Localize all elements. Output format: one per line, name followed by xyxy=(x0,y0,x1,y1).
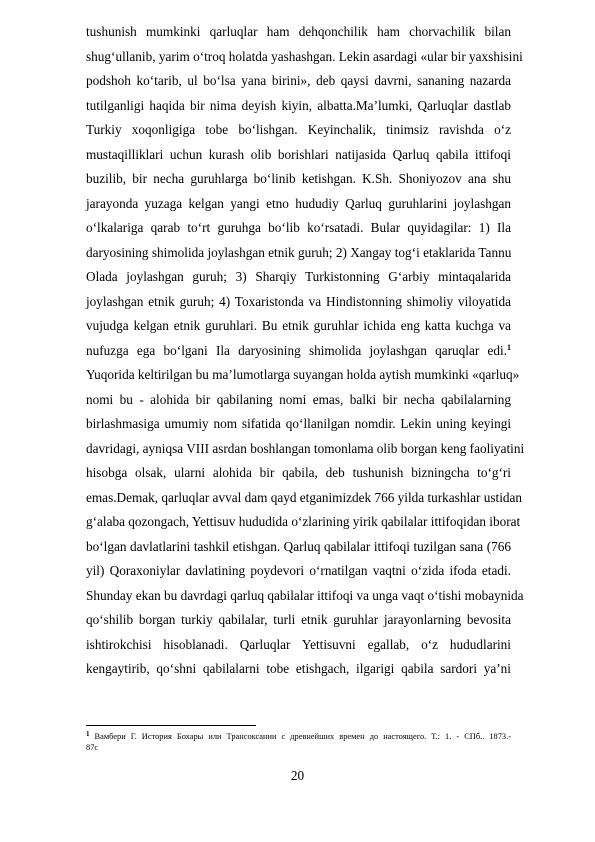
body-line-text: shug‘ullanib, yarim o‘troq holatda yashashgan. Lekin asardagi «ular bir yaxshisini xyxy=(86,48,523,64)
body-line-text: o‘lkalariga qarab to‘rt guruhga bo‘lib ko‘rsatadi. Bular quyidagilar: 1) Ila xyxy=(86,220,511,235)
body-line-text: buzilib, bir necha guruhlarga bo‘linib ketishgan. K.Sh. Shoniyozov ana shu xyxy=(86,171,511,186)
body-line-text: bo‘lgan davlatlarini tashkil etishgan. Qarluq qabilalar ittifoqi tuzilgan sana (766 xyxy=(86,538,511,554)
footnote-line-2: 87с xyxy=(86,743,99,752)
body-line xyxy=(86,661,511,676)
body-line-text: mustaqilliklari uchun kurash olib borishlari natijasida Qarluq qabila ittifoqi xyxy=(86,146,511,162)
body-line xyxy=(86,489,523,505)
body-line xyxy=(86,367,520,382)
body-line-text: jarayonda yuzaga kelgan yangi etno hududiy Qarluq guruhlarini joylashgan xyxy=(86,195,511,211)
body-line-text: nufuzga ega bo‘lgani Ila daryosining shimolida joylashgan qaruqlar edi. xyxy=(86,342,507,358)
body-line xyxy=(86,196,511,211)
footnote-marker: 1 xyxy=(86,730,90,738)
body-line xyxy=(86,514,521,529)
body-line-text: nomi bu - alohida bir qabilaning nomi emas, balki bir necha qabilalarning xyxy=(86,391,511,407)
body-line-text: yil) Qoraxoniylar davlatining poydevori o‘rnatilgan vaqtni o‘zida ifoda etadi. xyxy=(86,563,511,578)
body-line xyxy=(86,416,511,431)
body-line-text: tushunish mumkinki qarluqlar ham dehqonchilik ham chorvachilik bilan xyxy=(86,24,511,39)
body-line xyxy=(86,171,511,186)
body-line xyxy=(86,98,511,113)
body-line xyxy=(86,147,511,162)
body-line xyxy=(86,245,511,260)
body-line-text: Olada joylashgan guruh; 3) Sharqiy Turkistonning G‘arbiy mintaqalarida xyxy=(86,269,511,284)
body-line xyxy=(86,122,511,137)
body-line xyxy=(86,539,511,554)
body-line xyxy=(86,220,511,235)
body-line-text: daryosining shimolida joylashgan etnik guruh; 2) Xangay tog‘i etaklarida Tannu xyxy=(86,244,512,260)
body-line-text: g‘alaba qozongach, Yettisuv hududida o‘zlarining yirik qabilalar ittifoqidan iborat xyxy=(86,514,521,529)
body-line xyxy=(86,294,511,309)
body-line-text: qo‘shilib borgan turkiy qabilalar, turli etnik guruhlar jarayonlarning bevosita xyxy=(86,612,511,627)
body-line-text: tutilganligi haqida bir nima deyish kiyin, albatta.Ma’lumki, Qarluqlar dastlab xyxy=(86,97,511,113)
body-line xyxy=(86,612,511,627)
body-line xyxy=(86,465,511,480)
body-line-text: davridagi, ayniqsa VIII asrdan boshlangan tomonlama olib borgan keng faoliyatini xyxy=(86,440,525,456)
body-line xyxy=(86,269,511,284)
body-line-text: emas.Demak, qarluqlar avval dam qayd etganimizdek 766 yilda turkashlar ustidan xyxy=(86,489,523,505)
body-line xyxy=(86,440,525,456)
body-line-text: hisobga olsak, ularni alohida bir qabila, deb tushunish bizningcha to‘g‘ri xyxy=(86,465,511,480)
footnote-line-1 xyxy=(86,731,511,742)
body-line xyxy=(86,392,511,407)
body-line-text: birlashmasiga umumiy nom sifatida qo‘llanilgan nomdir. Lekin uning keyingi xyxy=(86,416,511,431)
body-line-text: vujudga kelgan etnik guruhlari. Bu etnik guruhlar ichida eng katta kuchga va xyxy=(86,318,511,333)
body-line-text: Shunday ekan bu davrdagi qarluq qabilalar ittifoqi va unga vaqt o‘tishi mobaynida xyxy=(86,587,524,603)
body-line-text: Turkiy xoqonligiga tobe bo‘lishgan. Keyinchalik, tinimsiz ravishda o‘z xyxy=(86,122,511,137)
page-number: 20 xyxy=(290,768,305,783)
body-line xyxy=(86,318,511,333)
body-line xyxy=(86,563,511,578)
footnote-separator xyxy=(86,725,256,726)
body-line-text: kengaytirib, qo‘shni qabilalarni tobe etishgach, ilgarigi qabila sardori ya’ni xyxy=(86,661,511,676)
footnote-reference: 1 xyxy=(507,342,511,352)
body-line-text: ishtirokchisi hisoblanadi. Qarluqlar Yettisuvni egallab, o‘z hududlarini xyxy=(86,636,511,652)
body-line xyxy=(86,343,511,358)
body-line-text: joylashgan etnik guruh; 4) Toxaristonda va Hindistonning shimoliy viloyatida xyxy=(86,293,511,309)
footnote-text: Вамбери Г. История Бохары или Трансоксании с древнейших времен до настоящего. Т.: 1. - СПб.. 1873.- xyxy=(89,732,511,741)
body-line xyxy=(86,48,523,64)
body-line-text: podshoh ko‘tarib, ul bo‘lsa yana birini», deb qaysi davrni, sananing nazarda xyxy=(86,73,511,88)
body-line-text: Yuqorida keltirilgan bu ma’lumotlarga suyangan holda aytish mumkinki «qarluq» xyxy=(86,367,520,382)
body-line xyxy=(86,587,524,603)
body-line xyxy=(86,24,511,39)
body-line xyxy=(86,637,511,652)
body-line xyxy=(86,73,511,88)
